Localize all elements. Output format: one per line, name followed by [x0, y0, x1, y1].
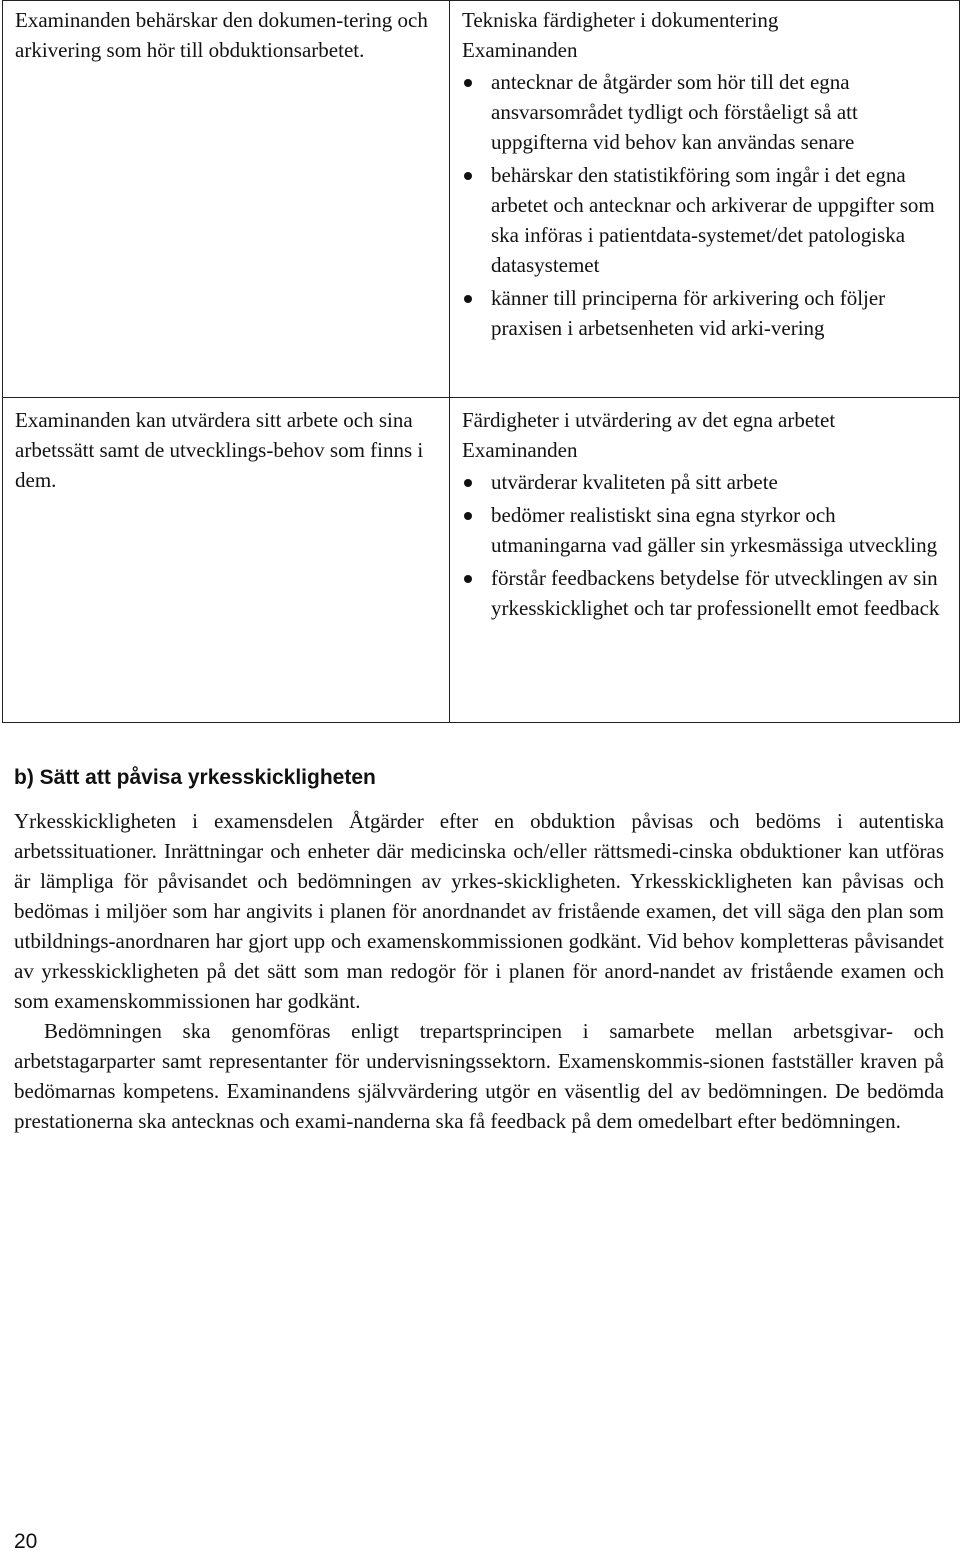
- skills-list: [462, 67, 943, 343]
- assessment-criteria-table: [2, 0, 960, 723]
- list-item: bedömer realistiskt sina egna styrkor och utmaningarna vad gäller sin yrkesmässiga utveckling: [462, 500, 943, 560]
- criteria-row-evaluation: [3, 398, 960, 723]
- bullet-icon: [464, 295, 472, 303]
- list-item: utvärderar kvaliteten på sitt arbete: [462, 467, 943, 497]
- bullet-icon: [464, 79, 472, 87]
- skills-list: [462, 467, 943, 623]
- section-heading: b) Sätt att påvisa yrkesskickligheten: [14, 766, 376, 789]
- page-number: 20: [14, 1530, 38, 1553]
- skills-subject: Examinanden: [462, 438, 578, 462]
- section-body: [14, 806, 944, 1136]
- skills-subject: Examinanden: [462, 38, 578, 62]
- criterion-cell: [3, 1, 450, 398]
- list-item: behärskar den statistikföring som ingår i det egna arbetet och antecknar och arkiverar de uppgifter som ska införas i patientdata-systemet/det patologiska datasystemet: [462, 160, 943, 280]
- bullet-icon: [464, 512, 472, 520]
- list-item: antecknar de åtgärder som hör till det egna ansvarsområdet tydligt och förståeligt så att uppgifterna vid behov kan användas senare: [462, 67, 943, 157]
- criterion-text: Examinanden behärskar den dokumen-tering och arkivering som hör till obduktionsarbetet.: [15, 8, 428, 62]
- skills-title: Färdigheter i utvärdering av det egna arbetet: [462, 408, 836, 432]
- list-item: känner till principerna för arkivering och följer praxisen i arbetsenheten vid arki-vering: [462, 283, 943, 343]
- skills-title: Tekniska färdigheter i dokumentering: [462, 8, 779, 32]
- skills-cell: [450, 1, 960, 398]
- body-paragraph: Yrkesskickligheten i examensdelen Åtgärder efter en obduktion påvisas och bedöms i autentiska arbetssituationer. Inrättningar och enheter där medicinska och/eller rättsmedi-cinska obduktioner kan utföras är lämpliga för påvisandet och bedömningen av yrkes-skickligheten. Yrkesskickligheten kan påvisas och bedömas i miljöer som har angivits i planen för anordnandet av fristående examen, det vill säga den plan som utbildnings-anordnaren har gjort upp och examenskommissionen godkänt. Vid behov kompletteras påvisandet av yrkesskickligheten på det sätt som man redogör för i planen för anord-nandet av fristående examen och som examenskommissionen har godkänt.: [14, 809, 944, 1013]
- bullet-icon: [464, 172, 472, 180]
- body-paragraph: Bedömningen ska genomföras enligt trepartsprincipen i samarbete mellan arbetsgivar- och arbetstagarparter samt representanter för undervisningssektorn. Examenskommis-sionen fastställer kraven på bedömarnas kompetens. Examinandens självvärdering utgör en väsentlig del av bedömningen. De bedömda prestationerna ska antecknas och exami-nanderna ska få feedback på dem omedelbart efter bedömningen.: [14, 1019, 944, 1133]
- criterion-text: Examinanden kan utvärdera sitt arbete och sina arbetssätt samt de utvecklings-behov som finns i dem.: [15, 408, 424, 492]
- criteria-row-documentation: [3, 1, 960, 398]
- list-item: förstår feedbackens betydelse för utvecklingen av sin yrkesskicklighet och tar professionellt emot feedback: [462, 563, 943, 623]
- bullet-icon: [464, 575, 472, 583]
- skills-cell: [450, 398, 960, 723]
- criterion-cell: [3, 398, 450, 723]
- bullet-icon: [464, 479, 472, 487]
